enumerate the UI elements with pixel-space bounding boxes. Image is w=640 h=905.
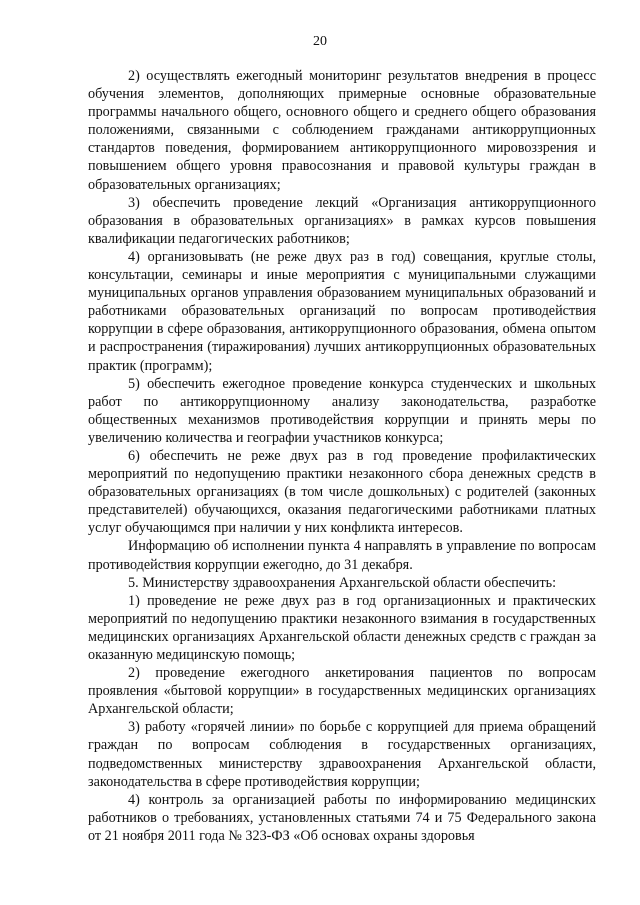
section-5-heading: 5. Министерству здравоохранения Архангельской области обеспечить: xyxy=(128,574,557,591)
paragraph-item-5-contest: 5) обеспечить ежегодное проведение конкурса студенческих и школьных работ по антикоррупционному анализу законодательства, разработке общественных механизмов противодействия коррупции и принять меры по увеличению количества и географии участников конкурса; xyxy=(88,375,596,446)
paragraph-item-4-meetings: 4) организовывать (не реже двух раз в год) совещания, круглые столы, консультации, семинары и иные мероприятия с муниципальными служащими муниципальных органов управления образованием муниципальных образований и работниками образовательных организаций по вопросам противодействия коррупции в сфере образования, антикоррупционного образования, обмена опытом и распространения (тиражирования) лучших антикоррупционных образовательных практик (программ); xyxy=(88,248,596,374)
document-body xyxy=(88,67,596,845)
paragraph-health-item-2: 2) проведение ежегодного анкетирования пациентов по вопросам проявления «бытовой коррупции» в государственных медицинских организациях Архангельской области; xyxy=(88,665,596,718)
paragraph-item-3-lectures: 3) обеспечить проведение лекций «Организация антикоррупционного образования в образовательных организациях» в рамках курсов повышения квалификации педагогических работников; xyxy=(88,194,596,247)
paragraph-item-6-prevention: 6) обеспечить не реже двух раз в год проведение профилактических мероприятий по недопущению практики незаконного сбора денежных средств в образовательных организациях (в том числе дошкольных) с родителей (законных представителей) обучающихся, оказания педагогическими работниками платных услуг обучающимся при наличии у них конфликта интересов. xyxy=(88,447,596,537)
paragraph-health-item-1: 1) проведение не реже двух раз в год организационных и практических мероприятий по недопущению практики незаконного взимания в государственных медицинских организациях Архангельской области денежных средств с граждан за оказанную медицинскую помощь; xyxy=(88,592,596,663)
paragraph-reporting-note: Информацию об исполнении пункта 4 направлять в управление по вопросам противодействия коррупции ежегодно, до 31 декабря. xyxy=(88,538,596,573)
paragraph-health-item-4: 4) контроль за организацией работы по информированию медицинских работников о требованиях, установленных статьями 74 и 75 Федерального закона от 21 ноября 2011 года № 323-ФЗ «Об основах охраны здоровья xyxy=(88,791,596,844)
paragraph-health-item-3: 3) работу «горячей линии» по борьбе с коррупцией для приема обращений граждан по вопросам соблюдения в государственных организациях, подведомственных министерству здравоохранения Архангельской области, законодательства в сфере противодействия коррупции; xyxy=(88,719,596,790)
paragraph-item-2-monitoring: 2) осуществлять ежегодный мониторинг результатов внедрения в процесс обучения элементов, дополняющих примерные основные образовательные программы начального общего, основного общего и среднего общего образования положениями, связанными с соблюдением гражданами антикоррупционных стандартов поведения, формированием антикоррупционного мировоззрения и повышением общего уровня правосознания и правовой культуры граждан в образовательных организациях; xyxy=(88,68,596,193)
page-number: 20 xyxy=(313,34,327,49)
